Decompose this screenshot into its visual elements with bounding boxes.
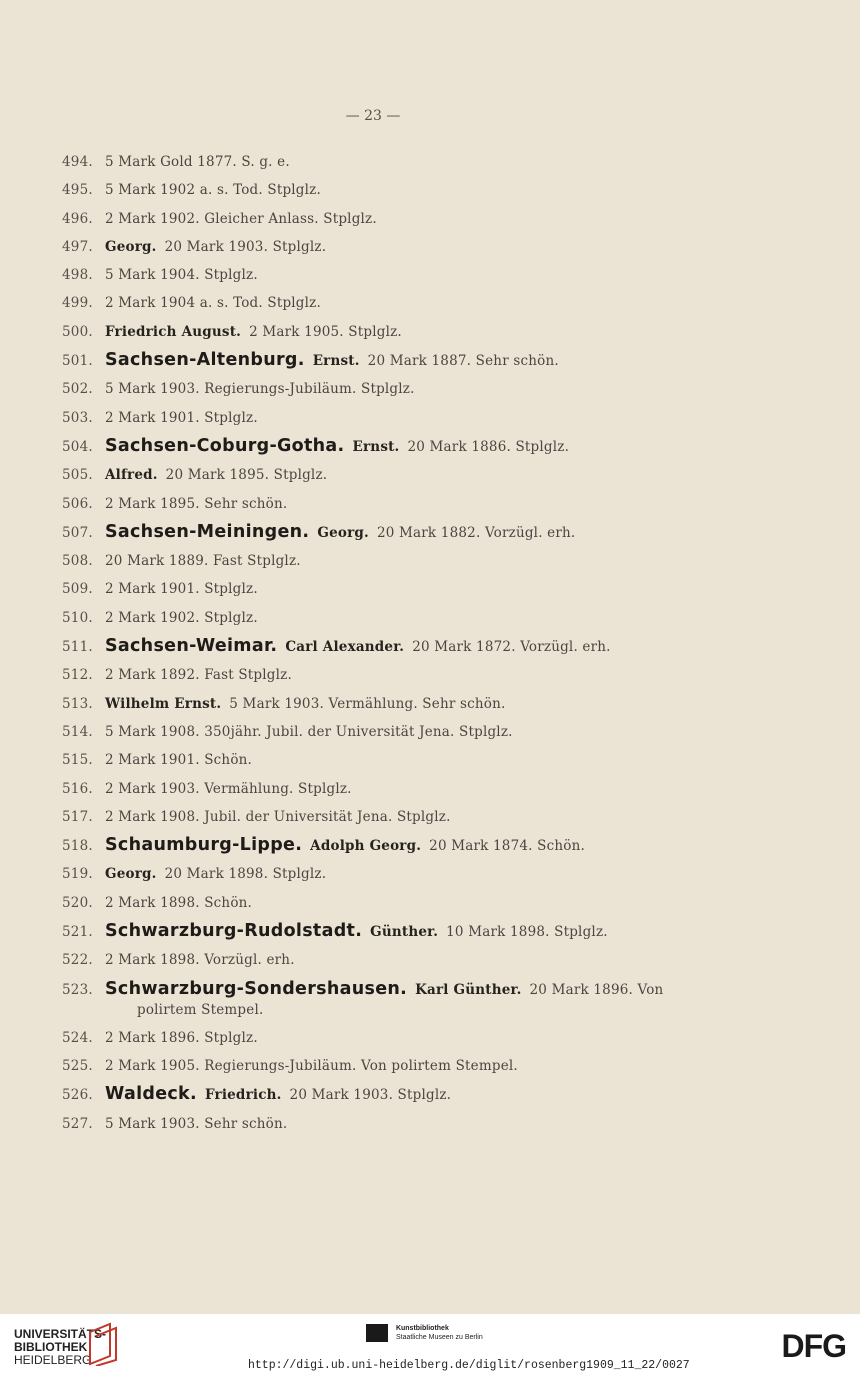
catalogue-entry (62, 661, 762, 689)
entry-number: 516. (62, 780, 93, 797)
source-url[interactable]: http://digi.ub.uni-heidelberg.de/diglit/rosenberg1909_11_22/0027 (248, 1359, 690, 1372)
entry-number: 497. (62, 238, 93, 255)
entry-number: 498. (62, 267, 93, 284)
entry-description: 2 Mark 1895. Sehr schön. (105, 495, 288, 512)
entry-number: 517. (62, 808, 93, 825)
catalogue-entry (62, 690, 762, 718)
entry-description: 2 Mark 1901. Schön. (105, 752, 253, 769)
catalogue-entry (62, 432, 762, 461)
entry-description: 10 Mark 1898. Stplglz. (446, 924, 608, 941)
entry-number: 495. (62, 182, 93, 199)
entry-description: 2 Mark 1896. Stplglz. (105, 1029, 258, 1046)
catalogue-entry (62, 547, 762, 575)
entry-description: 20 Mark 1872. Vorzügl. erh. (412, 639, 611, 656)
entry-number: 512. (62, 667, 93, 684)
ruler-name: Wilhelm Ernst. (105, 695, 222, 712)
ruler-name: Alfred. (105, 467, 158, 484)
catalogue-entry (62, 775, 762, 803)
entry-description: 20 Mark 1874. Schön. (429, 838, 585, 855)
kb-line-1: Kunstbibliothek (395, 1325, 449, 1332)
state-heading: Waldeck. (105, 1084, 197, 1105)
entry-number: 520. (62, 894, 93, 911)
catalogue-entry (62, 718, 762, 746)
catalogue-entry (62, 975, 762, 1024)
dfg-logo[interactable]: DFG (781, 1328, 846, 1364)
entry-description: 20 Mark 1882. Vorzügl. erh. (376, 524, 576, 541)
entry-description: 20 Mark 1903. Stplglz. (164, 238, 327, 255)
catalogue-entry (62, 803, 762, 831)
entry-description: 2 Mark 1901. Stplglz. (105, 409, 258, 426)
entry-number: 524. (62, 1029, 93, 1046)
entry-number: 513. (62, 695, 93, 712)
entry-number: 506. (62, 495, 93, 512)
catalogue-entry (62, 831, 762, 860)
entry-number: 496. (62, 210, 93, 227)
catalogue-entry (62, 1024, 762, 1052)
state-heading: Sachsen-Meiningen. (105, 521, 310, 542)
catalogue-entry (62, 1110, 762, 1138)
entry-description: 20 Mark 1896. Von (529, 981, 664, 998)
entry-number: 504. (62, 438, 93, 455)
entry-description: 2 Mark 1902. Gleicher Anlass. Stplglz. (105, 210, 377, 227)
state-heading: Schwarzburg-Rudolstadt. (105, 921, 363, 942)
entry-number: 501. (62, 353, 93, 370)
ruler-name: Friedrich. (204, 1087, 282, 1104)
kb-line-2: Staatliche Museen zu Berlin (395, 1334, 483, 1341)
ruler-name: Ernst. (352, 438, 400, 455)
catalogue-entry (62, 746, 762, 774)
catalogue-entry (62, 518, 762, 547)
library-emblem-icon (86, 1322, 120, 1366)
catalogue-entry (62, 233, 762, 261)
entry-number: 523. (62, 981, 93, 998)
ruler-name: Karl Günther. (415, 981, 522, 998)
kunstbibliothek-icon (366, 1324, 388, 1342)
univ-line-3: HEIDELBERG (14, 1353, 92, 1367)
entry-description: 2 Mark 1892. Fast Stplglz. (105, 667, 292, 684)
entry-number: 503. (62, 409, 93, 426)
entry-number: 494. (62, 154, 93, 170)
entry-number: 507. (62, 524, 93, 541)
state-heading: Sachsen-Altenburg. (105, 350, 305, 371)
ruler-name: Friedrich August. (105, 323, 242, 340)
entry-description: 2 Mark 1901. Stplglz. (105, 581, 258, 598)
catalogue-entry (62, 946, 762, 974)
entry-description: 2 Mark 1905. Stplglz. (249, 323, 402, 340)
ruler-name: Ernst. (312, 353, 360, 370)
kunstbibliothek-logo[interactable] (366, 1324, 483, 1342)
catalogue-entry (62, 917, 762, 946)
entry-description: 5 Mark 1904. Stplglz. (105, 267, 258, 284)
entry-description: 20 Mark 1895. Stplglz. (165, 467, 328, 484)
entry-description: 2 Mark 1908. Jubil. der Universität Jena. Stplglz. (105, 808, 451, 825)
catalogue-entry (62, 860, 762, 888)
entry-number: 505. (62, 467, 93, 484)
entry-description: 20 Mark 1898. Stplglz. (164, 866, 327, 883)
entry-number: 508. (62, 553, 93, 570)
univ-line-2: BIBLIOTHEK (14, 1340, 88, 1354)
entry-number: 509. (62, 581, 93, 598)
catalogue-entry (62, 461, 762, 489)
catalogue-entry (62, 1052, 762, 1080)
footer-bar (0, 1314, 860, 1376)
entry-description: 2 Mark 1905. Regierungs-Jubiläum. Von polirtem Stempel. (105, 1057, 518, 1074)
state-heading: Schaumburg-Lippe. (105, 835, 303, 856)
catalogue-entry (62, 404, 762, 432)
entry-description: 2 Mark 1903. Vermählung. Stplglz. (105, 780, 352, 797)
ruler-name: Georg. (105, 866, 157, 883)
ruler-name: Georg. (317, 524, 369, 541)
ruler-name: Georg. (105, 238, 157, 255)
page-number: — 23 — (345, 108, 401, 124)
entry-number: 526. (62, 1087, 93, 1104)
entry-description: 20 Mark 1903. Stplglz. (289, 1087, 452, 1104)
catalogue-entry (62, 490, 762, 518)
entry-number: 522. (62, 952, 93, 969)
entry-number: 499. (62, 295, 93, 312)
entry-number: 511. (62, 639, 93, 656)
ruler-name: Carl Alexander. (285, 639, 405, 656)
catalogue-entry (62, 632, 762, 661)
entry-description: 5 Mark 1902 a. s. Tod. Stplglz. (105, 182, 321, 199)
entry-description: 2 Mark 1898. Schön. (105, 894, 253, 911)
univ-line-1: UNIVERSITÄTS- (14, 1327, 107, 1341)
entry-description: 5 Mark 1903. Regierungs-Jubiläum. Stplglz. (105, 381, 415, 398)
entry-number: 519. (62, 866, 93, 883)
entry-description: 20 Mark 1889. Fast Stplglz. (105, 553, 301, 570)
entry-number: 525. (62, 1057, 93, 1074)
entry-number: 515. (62, 752, 93, 769)
entry-number: 510. (62, 609, 93, 626)
state-heading: Schwarzburg-Sondershausen. (105, 978, 408, 999)
state-heading: Sachsen-Weimar. (105, 636, 278, 657)
catalogue-entry (62, 318, 762, 346)
catalogue-entry (62, 289, 762, 317)
entry-description: 5 Mark 1903. Vermählung. Sehr schön. (229, 695, 506, 712)
ruler-name: Günther. (370, 924, 439, 941)
entry-description: 20 Mark 1886. Stplglz. (407, 438, 570, 455)
entry-description: 20 Mark 1887. Sehr schön. (367, 353, 559, 370)
catalogue-entry (62, 889, 762, 917)
catalogue-entry (62, 575, 762, 603)
catalogue-entry (62, 604, 762, 632)
entry-description: 2 Mark 1902. Stplglz. (105, 609, 258, 626)
ruler-name: Adolph Georg. (310, 838, 422, 855)
catalogue-entry (62, 346, 762, 375)
catalogue-entries (62, 148, 762, 1138)
catalogue-entry (62, 1080, 762, 1109)
entry-number: 521. (62, 924, 93, 941)
entry-description: 5 Mark Gold 1877. S. g. e. (105, 154, 290, 170)
state-heading: Sachsen-Coburg-Gotha. (105, 435, 345, 456)
entry-description: 2 Mark 1898. Vorzügl. erh. (105, 952, 295, 969)
entry-description: 2 Mark 1904 a. s. Tod. Stplglz. (105, 295, 321, 312)
entry-description: 5 Mark 1903. Sehr schön. (105, 1115, 288, 1132)
entry-description: 5 Mark 1908. 350jähr. Jubil. der Universität Jena. Stplglz. (105, 723, 513, 740)
entry-number: 514. (62, 723, 93, 740)
entry-number: 500. (62, 323, 93, 340)
catalogue-entry (62, 148, 762, 176)
catalogue-entry (62, 375, 762, 403)
entry-number: 527. (62, 1115, 93, 1132)
catalogue-entry (62, 176, 762, 204)
entry-number: 518. (62, 838, 93, 855)
catalogue-entry (62, 261, 762, 289)
catalogue-entry (62, 205, 762, 233)
entry-continuation: polirtem Stempel. (137, 1001, 264, 1018)
entry-number: 502. (62, 381, 93, 398)
